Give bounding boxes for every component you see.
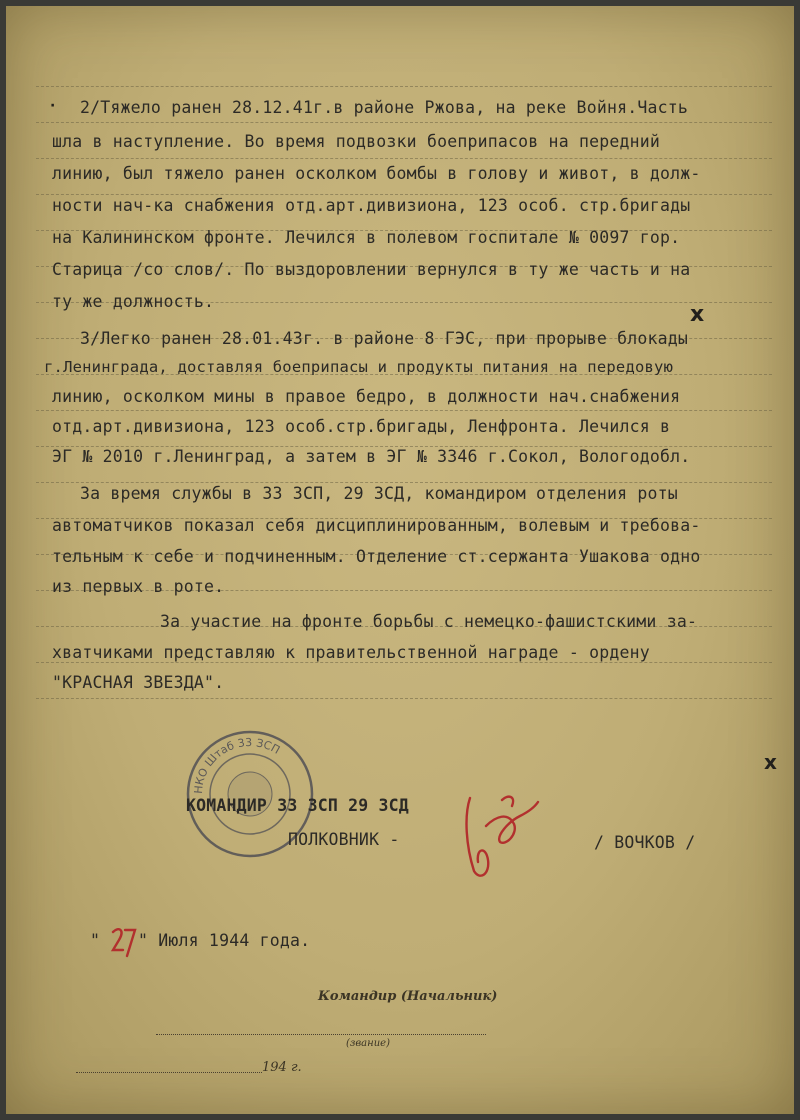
text-line: Старица /со слов/. По выздоровлении вернулся в ту же часть и на <box>52 260 691 279</box>
commander-name: / ВОЧКОВ / <box>594 833 696 852</box>
text-line: ту же должность. <box>52 292 215 311</box>
ruling-line <box>36 698 772 699</box>
text-line: За время службы в 33 ЗСП, 29 ЗСД, командиром отделения роты <box>80 484 678 503</box>
text-line: из первых в роте. <box>52 577 225 596</box>
text-line: 3/Легко ранен 28.01.43г. в районе 8 ГЭС, при прорыве блокады <box>80 329 689 348</box>
ruling-line <box>36 482 772 483</box>
text-line: За участие на фронте борьбы с немецко-фашистскими за- <box>160 612 698 631</box>
text-line: тельным к себе и подчиненным. Отделение ст.сержанта Ушакова одно <box>52 547 701 566</box>
commander-title: КОМАНДИР 33 ЗСП 29 ЗСД <box>186 796 409 815</box>
margin-mark: · <box>50 98 56 114</box>
rank-form-label: (звание) <box>346 1038 390 1049</box>
document-sheet <box>6 6 794 1114</box>
svg-text:НКО Штаб 33 ЗСП: НКО Штаб 33 ЗСП <box>191 735 283 795</box>
ruling-line <box>36 662 772 663</box>
text-line: ности нач-ка снабжения отд.арт.дивизиона, 123 особ. стр.бригады <box>52 196 691 215</box>
date-underline <box>76 1072 262 1073</box>
text-line: "КРАСНАЯ ЗВЕЗДА". <box>52 673 225 692</box>
date-month-year: " Июля 1944 года. <box>138 931 311 950</box>
svg-text:27: 27 <box>109 924 111 925</box>
text-line: г.Ленинграда, доставляя боеприпасы и продукты питания на передовую <box>44 358 674 376</box>
ruling-line <box>36 158 772 159</box>
year-form-label: 194 г. <box>262 1060 302 1075</box>
margin-mark: х <box>764 750 777 774</box>
text-line: ЭГ № 2010 г.Ленинград, а затем в ЭГ № 3346 г.Сокол, Вологодобл. <box>52 447 691 466</box>
text-line: 2/Тяжело ранен 28.12.41г.в районе Ржова, на реке Войня.Часть <box>80 98 689 117</box>
text-line: линию, был тяжело ранен осколком бомбы в голову и живот, в долж- <box>52 164 701 183</box>
handwritten-signature <box>456 786 546 886</box>
ruling-line <box>36 194 772 195</box>
ruling-line <box>36 122 772 123</box>
date-open-quote: " <box>90 931 101 950</box>
commander-form-label: Командир (Начальник) <box>318 989 498 1004</box>
text-line: хватчиками представляю к правительственной награде - ордену <box>52 643 650 662</box>
text-line: автоматчиков показал себя дисциплинированным, волевым и требова- <box>52 516 701 535</box>
commander-rank: ПОЛКОВНИК - <box>288 830 400 849</box>
text-line: шла в наступление. Во время подвозки боеприпасов на передний <box>52 132 661 151</box>
ruling-line <box>36 86 772 87</box>
text-line: линию, осколком мины в правое бедро, в должности нач.снабжения <box>52 387 681 406</box>
rank-underline <box>156 1034 486 1035</box>
margin-mark: х <box>690 302 705 327</box>
text-line: отд.арт.дивизиона, 123 особ.стр.бригады, Ленфронта. Лечился в <box>52 417 671 436</box>
ruling-line <box>36 410 772 411</box>
handwritten-day <box>109 924 139 964</box>
text-line: на Калининском фронте. Лечился в полевом госпитале № 0097 гор. <box>52 228 681 247</box>
